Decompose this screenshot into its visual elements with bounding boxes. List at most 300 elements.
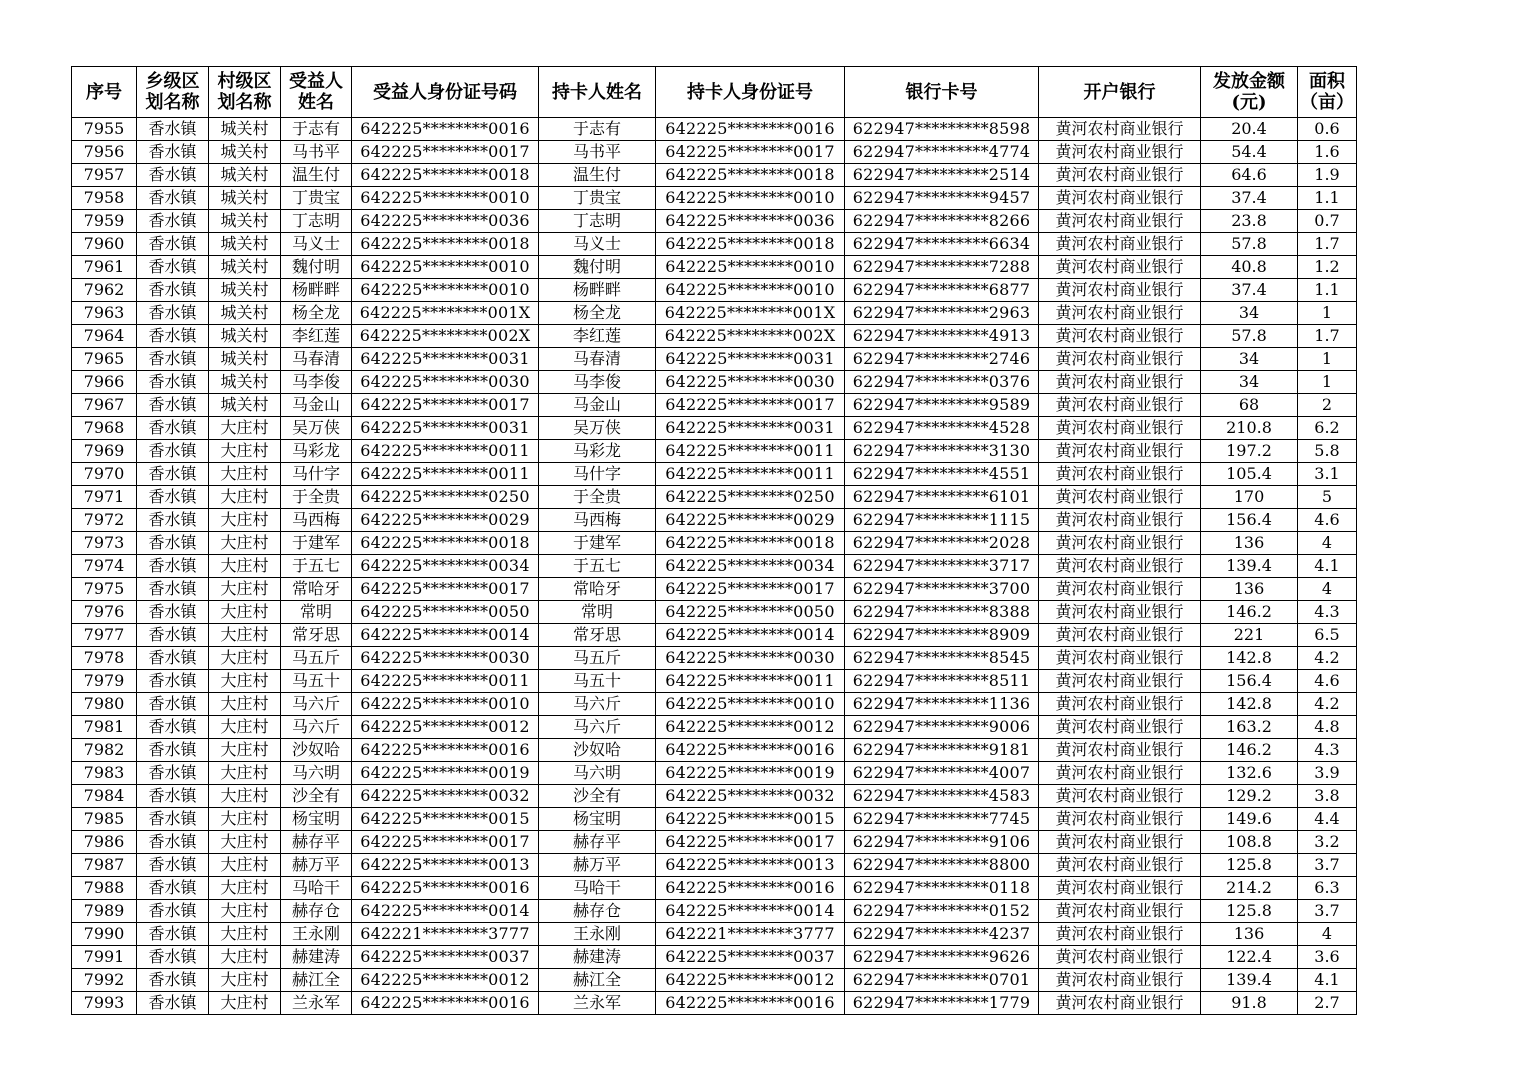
cell-beneficiary-name: 丁贵宝	[281, 187, 352, 210]
col-header-bank-name: 开户银行	[1039, 67, 1201, 118]
cell-serial-no: 7988	[72, 877, 137, 900]
cell-township: 香水镇	[137, 670, 209, 693]
cell-cardholder-id: 642225********0017	[656, 578, 845, 601]
cell-beneficiary-id: 642225********0018	[352, 532, 539, 555]
cell-township: 香水镇	[137, 463, 209, 486]
cell-beneficiary-id: 642225********0010	[352, 693, 539, 716]
cell-beneficiary-id: 642225********0016	[352, 118, 539, 141]
cell-area: 6.3	[1298, 877, 1357, 900]
cell-area: 1	[1298, 302, 1357, 325]
cell-cardholder-name: 马彩龙	[539, 440, 656, 463]
cell-cardholder-id: 642225********0015	[656, 808, 845, 831]
cell-bank-name: 黄河农村商业银行	[1039, 371, 1201, 394]
cell-amount: 142.8	[1201, 693, 1298, 716]
cell-area: 0.6	[1298, 118, 1357, 141]
table-row	[72, 394, 1357, 417]
table-row	[72, 624, 1357, 647]
cell-township: 香水镇	[137, 118, 209, 141]
cell-village: 大庄村	[209, 555, 281, 578]
table-row	[72, 601, 1357, 624]
cell-beneficiary-id: 642225********0030	[352, 647, 539, 670]
cell-township: 香水镇	[137, 440, 209, 463]
cell-bank-card-no: 622947*********9006	[845, 716, 1039, 739]
cell-serial-no: 7976	[72, 601, 137, 624]
cell-serial-no: 7958	[72, 187, 137, 210]
cell-cardholder-name: 沙奴哈	[539, 739, 656, 762]
cell-beneficiary-name: 杨全龙	[281, 302, 352, 325]
cell-bank-card-no: 622947*********6101	[845, 486, 1039, 509]
cell-serial-no: 7956	[72, 141, 137, 164]
cell-cardholder-name: 马五斤	[539, 647, 656, 670]
cell-bank-name: 黄河农村商业银行	[1039, 256, 1201, 279]
cell-bank-card-no: 622947*********2746	[845, 348, 1039, 371]
cell-beneficiary-id: 642225********0036	[352, 210, 539, 233]
cell-village: 大庄村	[209, 417, 281, 440]
cell-bank-card-no: 622947*********4774	[845, 141, 1039, 164]
cell-cardholder-name: 马书平	[539, 141, 656, 164]
cell-bank-name: 黄河农村商业银行	[1039, 693, 1201, 716]
cell-bank-card-no: 622947*********0118	[845, 877, 1039, 900]
table-row	[72, 141, 1357, 164]
table-row	[72, 831, 1357, 854]
cell-bank-card-no: 622947*********4913	[845, 325, 1039, 348]
cell-village: 大庄村	[209, 877, 281, 900]
cell-bank-card-no: 622947*********3700	[845, 578, 1039, 601]
cell-bank-name: 黄河农村商业银行	[1039, 785, 1201, 808]
cell-beneficiary-id: 642225********0017	[352, 831, 539, 854]
cell-village: 城关村	[209, 348, 281, 371]
col-header-serial-no: 序号	[72, 67, 137, 118]
cell-amount: 156.4	[1201, 509, 1298, 532]
cell-bank-card-no: 622947*********8266	[845, 210, 1039, 233]
cell-amount: 122.4	[1201, 946, 1298, 969]
cell-bank-name: 黄河农村商业银行	[1039, 394, 1201, 417]
col-header-township: 乡级区 划名称	[137, 67, 209, 118]
cell-beneficiary-name: 马义士	[281, 233, 352, 256]
cell-beneficiary-id: 642225********0016	[352, 877, 539, 900]
cell-area: 1.9	[1298, 164, 1357, 187]
cell-cardholder-id: 642225********0013	[656, 854, 845, 877]
cell-cardholder-name: 沙全有	[539, 785, 656, 808]
table-row	[72, 440, 1357, 463]
cell-cardholder-id: 642225********0030	[656, 371, 845, 394]
cell-bank-card-no: 622947*********9457	[845, 187, 1039, 210]
cell-area: 3.9	[1298, 762, 1357, 785]
cell-village: 大庄村	[209, 532, 281, 555]
cell-bank-name: 黄河农村商业银行	[1039, 946, 1201, 969]
cell-beneficiary-name: 于五七	[281, 555, 352, 578]
table-row	[72, 739, 1357, 762]
header-row	[72, 67, 1357, 118]
cell-amount: 149.6	[1201, 808, 1298, 831]
cell-amount: 156.4	[1201, 670, 1298, 693]
cell-cardholder-id: 642225********0034	[656, 555, 845, 578]
cell-area: 1.7	[1298, 325, 1357, 348]
cell-beneficiary-name: 于全贵	[281, 486, 352, 509]
col-header-cardholder-name: 持卡人姓名	[539, 67, 656, 118]
cell-cardholder-id: 642225********0031	[656, 417, 845, 440]
cell-bank-card-no: 622947*********9589	[845, 394, 1039, 417]
cell-village: 大庄村	[209, 900, 281, 923]
cell-area: 2.7	[1298, 992, 1357, 1015]
cell-township: 香水镇	[137, 900, 209, 923]
table-row	[72, 210, 1357, 233]
cell-bank-card-no: 622947*********4528	[845, 417, 1039, 440]
cell-village: 城关村	[209, 210, 281, 233]
cell-beneficiary-id: 642225********0012	[352, 716, 539, 739]
cell-cardholder-name: 马春清	[539, 348, 656, 371]
cell-cardholder-name: 于建军	[539, 532, 656, 555]
cell-beneficiary-name: 常哈牙	[281, 578, 352, 601]
cell-beneficiary-name: 马六斤	[281, 716, 352, 739]
cell-area: 6.5	[1298, 624, 1357, 647]
table-row	[72, 509, 1357, 532]
cell-township: 香水镇	[137, 371, 209, 394]
cell-bank-card-no: 622947*********9106	[845, 831, 1039, 854]
cell-bank-card-no: 622947*********2963	[845, 302, 1039, 325]
cell-serial-no: 7960	[72, 233, 137, 256]
cell-village: 大庄村	[209, 946, 281, 969]
table-row	[72, 716, 1357, 739]
cell-bank-card-no: 622947*********6877	[845, 279, 1039, 302]
cell-village: 大庄村	[209, 854, 281, 877]
cell-amount: 34	[1201, 348, 1298, 371]
cell-beneficiary-name: 常牙思	[281, 624, 352, 647]
cell-bank-name: 黄河农村商业银行	[1039, 854, 1201, 877]
cell-township: 香水镇	[137, 647, 209, 670]
cell-bank-card-no: 622947*********8800	[845, 854, 1039, 877]
cell-cardholder-name: 马义士	[539, 233, 656, 256]
table-row	[72, 854, 1357, 877]
cell-bank-name: 黄河农村商业银行	[1039, 647, 1201, 670]
cell-village: 大庄村	[209, 670, 281, 693]
cell-cardholder-id: 642225********0014	[656, 624, 845, 647]
cell-amount: 23.8	[1201, 210, 1298, 233]
cell-cardholder-id: 642225********0037	[656, 946, 845, 969]
col-header-area: 面积 （亩）	[1298, 67, 1357, 118]
cell-village: 城关村	[209, 279, 281, 302]
cell-beneficiary-name: 赫江全	[281, 969, 352, 992]
cell-village: 大庄村	[209, 785, 281, 808]
cell-area: 1.6	[1298, 141, 1357, 164]
cell-village: 城关村	[209, 256, 281, 279]
cell-village: 大庄村	[209, 739, 281, 762]
cell-beneficiary-id: 642225********0034	[352, 555, 539, 578]
cell-area: 4.2	[1298, 647, 1357, 670]
cell-township: 香水镇	[137, 762, 209, 785]
cell-beneficiary-id: 642221********3777	[352, 923, 539, 946]
cell-township: 香水镇	[137, 233, 209, 256]
table-row	[72, 279, 1357, 302]
cell-cardholder-id: 642225********0011	[656, 440, 845, 463]
cell-area: 1.7	[1298, 233, 1357, 256]
cell-area: 4.1	[1298, 969, 1357, 992]
cell-cardholder-id: 642225********0019	[656, 762, 845, 785]
cell-bank-card-no: 622947*********4551	[845, 463, 1039, 486]
cell-amount: 210.8	[1201, 417, 1298, 440]
cell-beneficiary-id: 642225********002X	[352, 325, 539, 348]
cell-area: 4.6	[1298, 670, 1357, 693]
cell-cardholder-name: 马五十	[539, 670, 656, 693]
cell-amount: 163.2	[1201, 716, 1298, 739]
cell-cardholder-name: 马什字	[539, 463, 656, 486]
cell-beneficiary-name: 马哈干	[281, 877, 352, 900]
cell-bank-name: 黄河农村商业银行	[1039, 992, 1201, 1015]
cell-area: 1.1	[1298, 279, 1357, 302]
cell-bank-name: 黄河农村商业银行	[1039, 463, 1201, 486]
cell-beneficiary-name: 马什字	[281, 463, 352, 486]
cell-cardholder-name: 马六斤	[539, 716, 656, 739]
cell-cardholder-id: 642221********3777	[656, 923, 845, 946]
cell-cardholder-name: 马六明	[539, 762, 656, 785]
cell-amount: 125.8	[1201, 854, 1298, 877]
cell-cardholder-name: 于志有	[539, 118, 656, 141]
table-row	[72, 670, 1357, 693]
cell-beneficiary-id: 642225********0037	[352, 946, 539, 969]
cell-bank-name: 黄河农村商业银行	[1039, 141, 1201, 164]
cell-bank-name: 黄河农村商业银行	[1039, 716, 1201, 739]
cell-cardholder-id: 642225********0011	[656, 463, 845, 486]
table-row	[72, 371, 1357, 394]
table-row	[72, 785, 1357, 808]
cell-township: 香水镇	[137, 601, 209, 624]
cell-cardholder-name: 赫存平	[539, 831, 656, 854]
cell-cardholder-name: 马李俊	[539, 371, 656, 394]
cell-amount: 142.8	[1201, 647, 1298, 670]
cell-amount: 146.2	[1201, 601, 1298, 624]
cell-amount: 214.2	[1201, 877, 1298, 900]
cell-beneficiary-id: 642225********0250	[352, 486, 539, 509]
cell-bank-name: 黄河农村商业银行	[1039, 969, 1201, 992]
cell-cardholder-name: 常明	[539, 601, 656, 624]
cell-bank-name: 黄河农村商业银行	[1039, 831, 1201, 854]
cell-beneficiary-name: 魏付明	[281, 256, 352, 279]
cell-cardholder-id: 642225********001X	[656, 302, 845, 325]
cell-serial-no: 7972	[72, 509, 137, 532]
cell-cardholder-id: 642225********0014	[656, 900, 845, 923]
cell-area: 6.2	[1298, 417, 1357, 440]
cell-beneficiary-id: 642225********0015	[352, 808, 539, 831]
table-row	[72, 256, 1357, 279]
cell-beneficiary-name: 李红莲	[281, 325, 352, 348]
cell-serial-no: 7966	[72, 371, 137, 394]
cell-cardholder-id: 642225********0030	[656, 647, 845, 670]
cell-serial-no: 7993	[72, 992, 137, 1015]
cell-bank-name: 黄河农村商业银行	[1039, 233, 1201, 256]
cell-village: 城关村	[209, 118, 281, 141]
cell-bank-name: 黄河农村商业银行	[1039, 325, 1201, 348]
cell-beneficiary-name: 常明	[281, 601, 352, 624]
cell-cardholder-name: 常牙思	[539, 624, 656, 647]
cell-beneficiary-id: 642225********001X	[352, 302, 539, 325]
table-header	[72, 67, 1357, 118]
cell-township: 香水镇	[137, 785, 209, 808]
cell-beneficiary-id: 642225********0017	[352, 394, 539, 417]
cell-township: 香水镇	[137, 210, 209, 233]
cell-amount: 57.8	[1201, 233, 1298, 256]
cell-area: 4	[1298, 532, 1357, 555]
cell-village: 大庄村	[209, 624, 281, 647]
cell-bank-name: 黄河农村商业银行	[1039, 555, 1201, 578]
cell-bank-name: 黄河农村商业银行	[1039, 601, 1201, 624]
cell-bank-card-no: 622947*********7288	[845, 256, 1039, 279]
cell-village: 城关村	[209, 164, 281, 187]
cell-township: 香水镇	[137, 854, 209, 877]
table-row	[72, 233, 1357, 256]
cell-beneficiary-id: 642225********0050	[352, 601, 539, 624]
cell-beneficiary-name: 马西梅	[281, 509, 352, 532]
cell-area: 1.1	[1298, 187, 1357, 210]
cell-cardholder-name: 吴万侠	[539, 417, 656, 440]
cell-amount: 108.8	[1201, 831, 1298, 854]
cell-village: 大庄村	[209, 808, 281, 831]
cell-amount: 132.6	[1201, 762, 1298, 785]
cell-township: 香水镇	[137, 394, 209, 417]
cell-beneficiary-name: 温生付	[281, 164, 352, 187]
cell-area: 4.3	[1298, 739, 1357, 762]
cell-bank-card-no: 622947*********8511	[845, 670, 1039, 693]
cell-beneficiary-name: 马金山	[281, 394, 352, 417]
cell-township: 香水镇	[137, 923, 209, 946]
cell-bank-card-no: 622947*********4583	[845, 785, 1039, 808]
table-row	[72, 417, 1357, 440]
cell-beneficiary-id: 642225********0030	[352, 371, 539, 394]
table-row	[72, 693, 1357, 716]
cell-cardholder-name: 魏付明	[539, 256, 656, 279]
cell-beneficiary-name: 马书平	[281, 141, 352, 164]
cell-township: 香水镇	[137, 877, 209, 900]
cell-area: 1.2	[1298, 256, 1357, 279]
cell-serial-no: 7992	[72, 969, 137, 992]
cell-amount: 34	[1201, 371, 1298, 394]
cell-serial-no: 7955	[72, 118, 137, 141]
cell-beneficiary-name: 兰永军	[281, 992, 352, 1015]
cell-village: 城关村	[209, 371, 281, 394]
cell-beneficiary-name: 马五斤	[281, 647, 352, 670]
cell-cardholder-id: 642225********0011	[656, 670, 845, 693]
cell-serial-no: 7963	[72, 302, 137, 325]
cell-cardholder-id: 642225********0029	[656, 509, 845, 532]
cell-township: 香水镇	[137, 256, 209, 279]
cell-bank-name: 黄河农村商业银行	[1039, 877, 1201, 900]
cell-bank-name: 黄河农村商业银行	[1039, 417, 1201, 440]
cell-bank-card-no: 622947*********4237	[845, 923, 1039, 946]
table-row	[72, 946, 1357, 969]
cell-beneficiary-name: 马六斤	[281, 693, 352, 716]
cell-bank-card-no: 622947*********9181	[845, 739, 1039, 762]
cell-cardholder-name: 马哈干	[539, 877, 656, 900]
cell-beneficiary-id: 642225********0010	[352, 256, 539, 279]
cell-amount: 221	[1201, 624, 1298, 647]
cell-bank-card-no: 622947*********6634	[845, 233, 1039, 256]
cell-beneficiary-name: 马六明	[281, 762, 352, 785]
cell-amount: 37.4	[1201, 279, 1298, 302]
cell-amount: 136	[1201, 923, 1298, 946]
cell-serial-no: 7965	[72, 348, 137, 371]
cell-township: 香水镇	[137, 279, 209, 302]
cell-area: 3.8	[1298, 785, 1357, 808]
cell-bank-name: 黄河农村商业银行	[1039, 670, 1201, 693]
cell-beneficiary-id: 642225********0010	[352, 279, 539, 302]
cell-serial-no: 7959	[72, 210, 137, 233]
cell-amount: 139.4	[1201, 555, 1298, 578]
cell-township: 香水镇	[137, 532, 209, 555]
cell-beneficiary-id: 642225********0029	[352, 509, 539, 532]
cell-cardholder-name: 杨宝明	[539, 808, 656, 831]
subsidy-distribution-table	[71, 66, 1357, 1015]
cell-beneficiary-id: 642225********0012	[352, 969, 539, 992]
cell-beneficiary-name: 赫存平	[281, 831, 352, 854]
cell-cardholder-name: 杨全龙	[539, 302, 656, 325]
cell-beneficiary-id: 642225********0010	[352, 187, 539, 210]
table-row	[72, 532, 1357, 555]
cell-beneficiary-name: 马五十	[281, 670, 352, 693]
cell-beneficiary-name: 于志有	[281, 118, 352, 141]
cell-area: 3.6	[1298, 946, 1357, 969]
cell-amount: 54.4	[1201, 141, 1298, 164]
cell-area: 4.1	[1298, 555, 1357, 578]
cell-township: 香水镇	[137, 141, 209, 164]
cell-serial-no: 7981	[72, 716, 137, 739]
cell-township: 香水镇	[137, 348, 209, 371]
cell-area: 0.7	[1298, 210, 1357, 233]
cell-cardholder-id: 642225********0018	[656, 164, 845, 187]
cell-beneficiary-name: 马彩龙	[281, 440, 352, 463]
cell-amount: 64.6	[1201, 164, 1298, 187]
cell-serial-no: 7985	[72, 808, 137, 831]
cell-amount: 136	[1201, 532, 1298, 555]
cell-beneficiary-name: 沙全有	[281, 785, 352, 808]
cell-bank-name: 黄河农村商业银行	[1039, 739, 1201, 762]
table-row	[72, 969, 1357, 992]
cell-village: 城关村	[209, 325, 281, 348]
cell-bank-card-no: 622947*********1115	[845, 509, 1039, 532]
col-header-cardholder-id: 持卡人身份证号	[656, 67, 845, 118]
cell-area: 3.7	[1298, 854, 1357, 877]
cell-area: 2	[1298, 394, 1357, 417]
cell-bank-name: 黄河农村商业银行	[1039, 808, 1201, 831]
cell-beneficiary-name: 马春清	[281, 348, 352, 371]
cell-beneficiary-id: 642225********0018	[352, 164, 539, 187]
cell-serial-no: 7979	[72, 670, 137, 693]
cell-township: 香水镇	[137, 739, 209, 762]
table-row	[72, 923, 1357, 946]
cell-amount: 34	[1201, 302, 1298, 325]
cell-cardholder-name: 兰永军	[539, 992, 656, 1015]
cell-area: 1	[1298, 371, 1357, 394]
cell-cardholder-id: 642225********0250	[656, 486, 845, 509]
cell-cardholder-name: 王永刚	[539, 923, 656, 946]
cell-cardholder-id: 642225********0010	[656, 187, 845, 210]
cell-amount: 197.2	[1201, 440, 1298, 463]
cell-area: 4.4	[1298, 808, 1357, 831]
cell-bank-name: 黄河农村商业银行	[1039, 348, 1201, 371]
cell-bank-name: 黄河农村商业银行	[1039, 118, 1201, 141]
cell-bank-card-no: 622947*********2028	[845, 532, 1039, 555]
table-row	[72, 187, 1357, 210]
cell-cardholder-id: 642225********0036	[656, 210, 845, 233]
cell-township: 香水镇	[137, 831, 209, 854]
table-row	[72, 555, 1357, 578]
cell-bank-name: 黄河农村商业银行	[1039, 486, 1201, 509]
cell-amount: 129.2	[1201, 785, 1298, 808]
cell-cardholder-id: 642225********0016	[656, 877, 845, 900]
cell-area: 5	[1298, 486, 1357, 509]
cell-village: 大庄村	[209, 440, 281, 463]
cell-cardholder-name: 赫万平	[539, 854, 656, 877]
cell-beneficiary-name: 丁志明	[281, 210, 352, 233]
cell-bank-card-no: 622947*********0376	[845, 371, 1039, 394]
